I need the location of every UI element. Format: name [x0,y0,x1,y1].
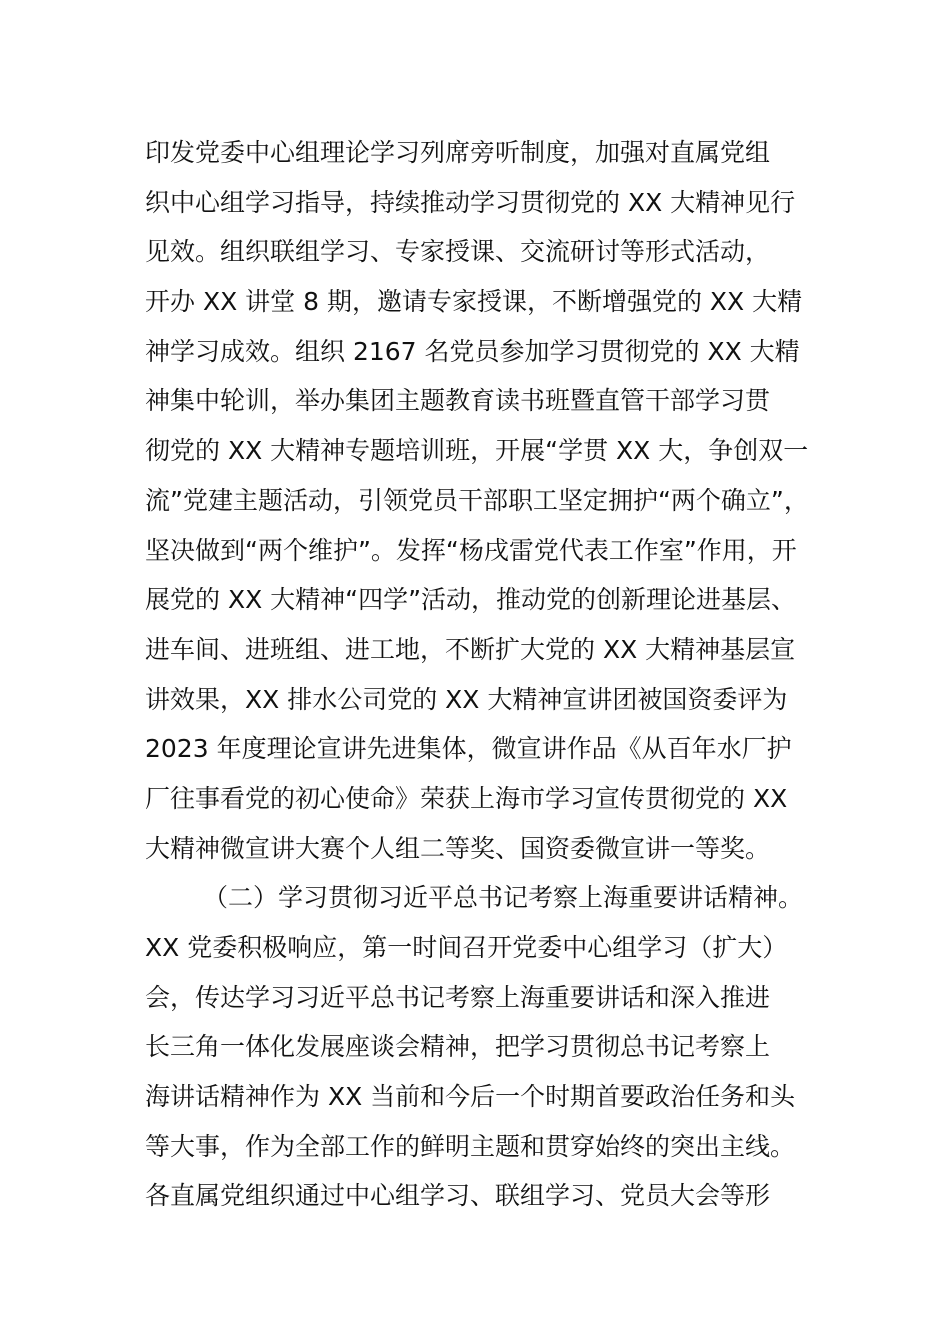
text-line: 讲效果，XX 排水公司党的 XX 大精神宣讲团被国资委评为 [145,684,788,714]
text-line: 等大事，作为全部工作的鲜明主题和贯穿始终的突出主线。 [145,1131,796,1161]
text-line: 会，传达学习习近平总书记考察上海重要讲话和深入推进 [145,982,771,1012]
body-text [145,128,815,1221]
text-line: 厂往事看党的初心使命》荣获上海市学习宣传贯彻党的 XX [145,783,788,813]
text-line: 坚决做到“两个维护”。发挥“杨戌雷党代表工作室”作用，开 [145,535,797,565]
text-line: 展党的 XX 大精神“四学”活动，推动党的创新理论进基层、 [145,585,797,615]
text-line: 长三角一体化发展座谈会精神，把学习贯彻总书记考察上 [145,1032,771,1062]
text-line: 海讲话精神作为 XX 当前和今后一个时期首要政治任务和头 [145,1082,796,1112]
text-line: 开办 XX 讲堂 8 期，邀请专家授课，不断增强党的 XX 大精 [145,287,803,317]
text-line: 大精神微宣讲大赛个人组二等奖、国资委微宣讲一等奖。 [145,833,771,863]
text-line: 神集中轮训，举办集团主题教育读书班暨直管干部学习贯 [145,386,771,416]
section-heading-line: （二）学习贯彻习近平总书记考察上海重要讲话精神。 [203,883,804,913]
text-line: 见效。组织联组学习、专家授课、交流研讨等形式活动， [145,237,771,267]
text-line: 2023 年度理论宣讲先进集体，微宣讲作品《从百年水厂护 [145,734,792,764]
text-line: 各直属党组织通过中心组学习、联组学习、党员大会等形 [145,1181,771,1211]
text-line: 神学习成效。组织 2167 名党员参加学习贯彻党的 XX 大精 [145,336,800,366]
text-line: XX 党委积极响应，第一时间召开党委中心组学习（扩大） [145,933,788,962]
text-line: 流”党建主题活动，引领党员干部职工坚定拥护“两个确立”， [145,485,809,515]
text-line: 织中心组学习指导，持续推动学习贯彻党的 XX 大精神见行 [145,187,796,217]
text-line: 进车间、进班组、进工地，不断扩大党的 XX 大精神基层宣 [145,634,796,664]
text-line: 印发党委中心组理论学习列席旁听制度，加强对直属党组 [145,138,771,167]
text-line: 彻党的 XX 大精神专题培训班，开展“学贯 XX 大，争创双一 [145,436,809,466]
